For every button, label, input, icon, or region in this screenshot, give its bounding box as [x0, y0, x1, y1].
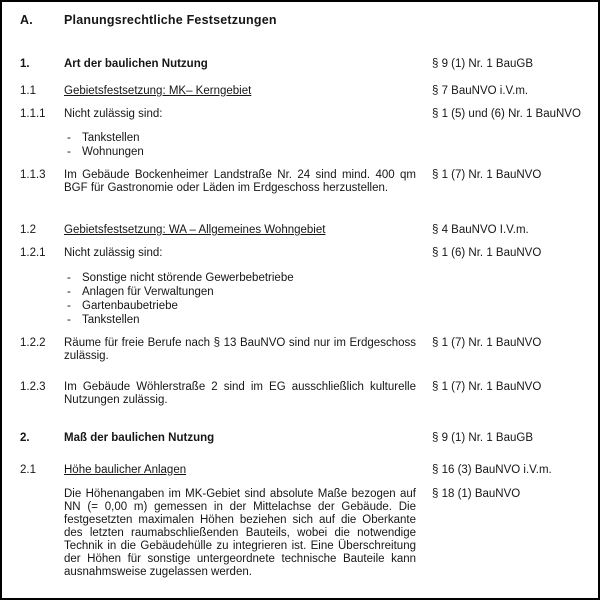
- section-number: 1.2.2: [20, 337, 46, 349]
- section-row-1-1-3: [20, 169, 586, 195]
- section-text: Die Höhenangaben im MK-Gebiet sind absolute Maße bezogen auf NN (= 0,00 m) gemessen in der Mittelachse der Gebäude. Die festgesetzten maximalen Höhen beziehen sich auf die Oberkante des letzten raumabschließenden Bauteils, wobei die notwendige Technik in die Gebäudehülle zu integrieren ist. Eine Überschreitung der Höhen für sonstige untergeordnete technische Bauteile kann ausnahmsweise zugelassen werden.: [64, 488, 416, 578]
- section-row-1-1: [20, 85, 586, 98]
- legal-reference: § 1 (7) Nr. 1 BauNVO: [432, 169, 542, 181]
- heading-number: A.: [20, 13, 33, 27]
- legal-reference: § 1 (5) und (6) Nr. 1 BauNVO: [432, 108, 581, 120]
- legal-reference: § 16 (3) BauNVO i.V.m.: [432, 464, 552, 476]
- section-title: Nicht zulässig sind:: [64, 247, 163, 259]
- bullet-text: Anlagen für Verwaltungen: [82, 286, 214, 298]
- bullet-text: Sonstige nicht störende Gewerbebetriebe: [82, 272, 294, 284]
- bullet-text: Gartenbaubetriebe: [82, 300, 178, 312]
- bullet-text: Wohnungen: [82, 146, 144, 158]
- bullet-item: [64, 285, 416, 299]
- section-number: 1.1.1: [20, 108, 46, 120]
- section-number: 1.1.3: [20, 169, 46, 181]
- section-title: Gebietsfestsetzung: MK– Kerngebiet: [64, 85, 252, 97]
- legal-reference: § 1 (7) Nr. 1 BauNVO: [432, 381, 542, 393]
- legal-reference: § 4 BauNVO I.V.m.: [432, 224, 529, 236]
- section-number: 1.2.1: [20, 247, 46, 259]
- legal-reference: § 18 (1) BauNVO: [432, 488, 521, 500]
- section-text: Räume für freie Berufe nach § 13 BauNVO sind nur im Erdgeschoss zulässig.: [64, 337, 416, 362]
- bullet-list-row: [20, 131, 586, 159]
- section-row-2-1-text: [20, 488, 586, 579]
- section-number: 1.1: [20, 85, 36, 97]
- document-heading-row: [20, 14, 586, 27]
- section-title: Gebietsfestsetzung: WA – Allgemeines Wohngebiet: [64, 224, 326, 236]
- section-title: Höhe baulicher Anlagen: [64, 464, 187, 476]
- section-row-1-2-2: [20, 337, 586, 363]
- section-title: Maß der baulichen Nutzung: [64, 432, 215, 444]
- section-number: 1.2.3: [20, 381, 46, 393]
- section-row-1-2: [20, 224, 586, 237]
- section-row-2-1: [20, 464, 586, 477]
- section-title: Nicht zulässig sind:: [64, 108, 163, 120]
- legal-reference: § 1 (6) Nr. 1 BauNVO: [432, 247, 542, 259]
- section-row-2: [20, 432, 586, 445]
- section-text: Im Gebäude Bockenheimer Landstraße Nr. 24 sind mind. 400 qm BGF für Gastronomie oder Läden im Erdgeschoss herzustellen.: [64, 169, 416, 194]
- section-number: 1.: [20, 58, 30, 70]
- section-row-1-1-1: [20, 108, 586, 121]
- bullet-item: [64, 271, 416, 285]
- page-title: Planungsrechtliche Festsetzungen: [64, 13, 277, 27]
- section-row-1: [20, 58, 586, 71]
- legal-reference: § 9 (1) Nr. 1 BauGB: [432, 58, 533, 70]
- bullet-item: [64, 299, 416, 313]
- bullet-text: Tankstellen: [82, 314, 140, 326]
- legal-reference: § 1 (7) Nr. 1 BauNVO: [432, 337, 542, 349]
- section-number: 1.2: [20, 224, 36, 236]
- bullet-text: Tankstellen: [82, 132, 140, 144]
- section-row-1-2-3: [20, 381, 586, 407]
- bullet-item: [64, 131, 416, 145]
- legal-reference: § 9 (1) Nr. 1 BauGB: [432, 432, 533, 444]
- legal-reference: § 7 BauNVO i.V.m.: [432, 85, 529, 97]
- bullet-list-row: [20, 271, 586, 327]
- section-number: 2.: [20, 432, 30, 444]
- bullet-item: [64, 145, 416, 159]
- section-row-1-2-1: [20, 247, 586, 260]
- section-text: Im Gebäude Wöhlerstraße 2 sind im EG ausschließlich kulturelle Nutzungen zulässig.: [64, 381, 416, 406]
- section-title: Art der baulichen Nutzung: [64, 58, 208, 70]
- section-number: 2.1: [20, 464, 36, 476]
- bullet-item: [64, 313, 416, 327]
